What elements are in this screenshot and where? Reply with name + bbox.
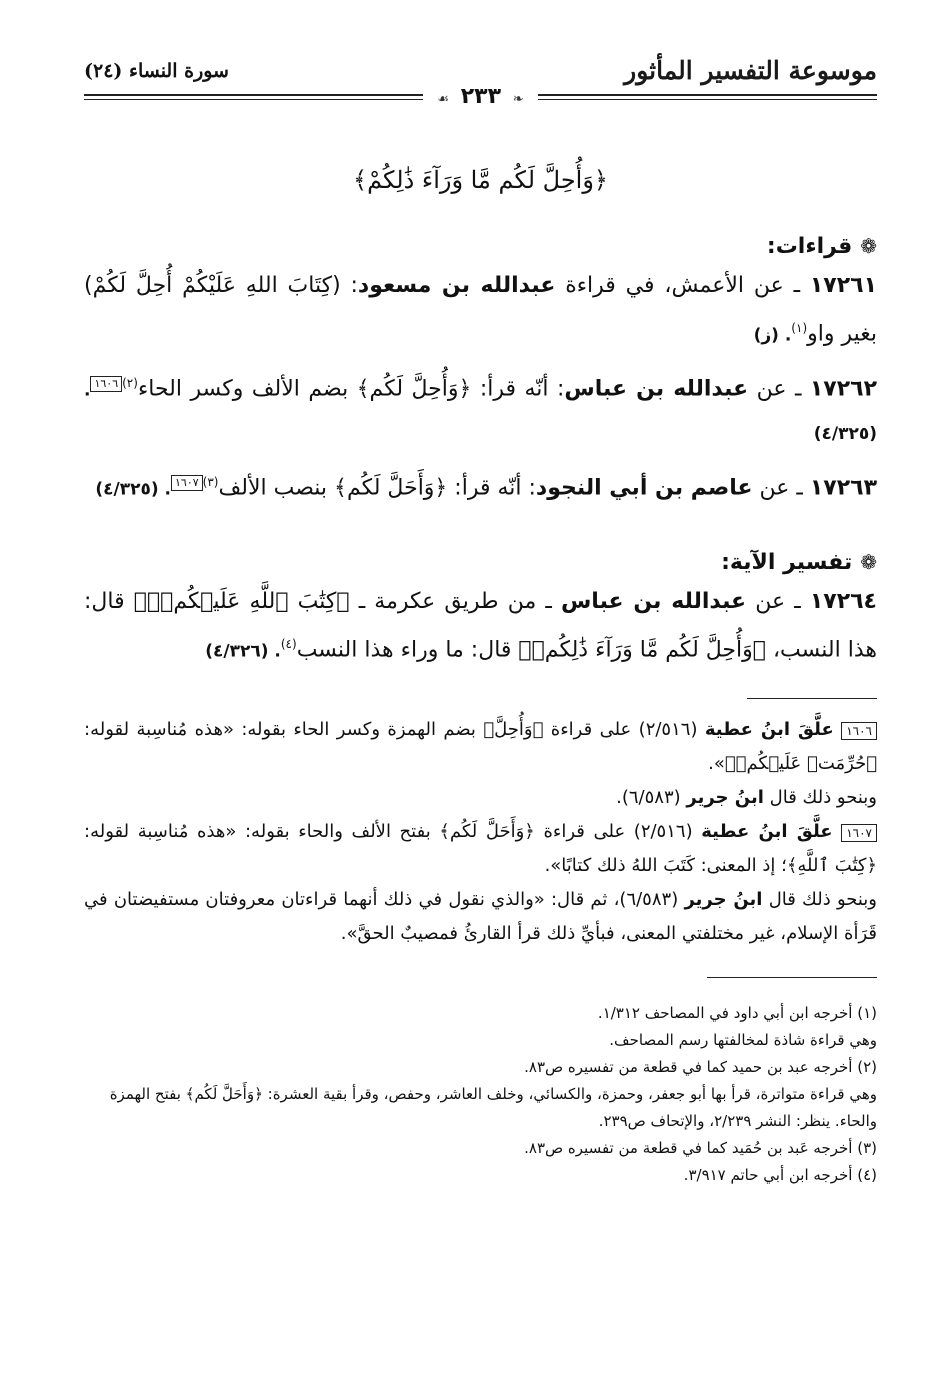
comment-number-box: ١٦٠٧ [171,475,203,491]
footnote-marker: (١) [791,321,808,335]
follow-text: (٦/٥٨٣). [616,787,681,809]
verse-heading: ﴿وَأُحِلَّ لَكُم مَّا وَرَآءَ ذَٰلِكُمْ﴾ [353,166,608,194]
narrator-name: عبدالله بن مسعود [357,273,556,298]
section-title-readings [84,234,877,259]
entry-prefix: ـ عن الأعمش، في قراءة [565,273,801,298]
reading-entry [84,362,877,454]
entry-body: : (كِتَابَ اللهِ عَلَيْكُمْ أُحِلَّ لَكُمْ) بغير واو [84,273,877,347]
flower-ornament-icon: ❁ [860,234,877,258]
commentator: ابنُ جرير [684,889,763,911]
comment-number-box: ١٦٠٦ [841,722,877,740]
note-text: (٢/٥١٦) على قراءة ﴿وَأَحَلَّ لَكُم﴾ بفتح الألف والحاء بقوله: «هذه مُناسِبة لقوله: ﴿كِتَٰبَ ٱللَّهِ﴾؛ إذ المعنى: كَتَبَ اللهُ ذلك كتابًا». [84,821,877,877]
entry-number: ١٧٢٦٣ [809,474,877,500]
footnotes-separator [707,977,877,978]
follow-prefix: وبنحو ذلك قال [768,889,877,911]
section-title-text: تفسير الآية: [721,549,853,575]
follow-text: (٦/٥٨٣)، ثم قال: «والذي نقول في ذلك أنهما قراءتان معروفتان مستفيضتان في قَرَأة الإسلام، غير مختلفتي المعنى، فبأيِّ ذلك قرأ القارئُ فمصيبٌ الحقَّ». [84,889,877,945]
ornament-icon: ☙ [437,92,450,107]
reading-entry [84,461,877,510]
narrator-name: عبدالله بن عباس [560,588,747,614]
entry-body: : أنّه قرأ: ﴿وَأُحِلَّ لَكُم﴾ بضم الألف وكسر الحاء [137,376,565,402]
entry-body: ـ من طريق عكرمة ـ ﴿كِتَٰبَ ٱللَّهِ عَلَيۡكُمۡۚ﴾ قال: هذا النسب، ﴿وَأُحِلَّ لَكُم مَّا وَرَآءَ ذَٰلِكُمۡ﴾ قال: ما وراء هذا النسب [84,588,877,663]
reading-entry [84,265,877,356]
entry-reference: . (٤/٣٢٥) [84,380,877,444]
follow-prefix: وبنحو ذلك قال [769,787,877,809]
commentator: علَّقَ ابنُ عطية [704,719,834,741]
entry-body: : أنّه قرأ: ﴿وَأَحَلَّ لَكُم﴾ بنصب الألف [218,474,536,500]
entry-prefix: ـ عن [756,376,802,402]
page-header [84,40,877,109]
section-title-tafsir [84,550,877,575]
tafsir-entry [84,581,877,672]
entry-prefix: ـ عن [755,588,801,614]
page [84,40,877,1189]
footnotes [84,1000,877,1189]
comment-number-box: ١٦٠٧ [841,824,877,842]
footnote-marker: (٢) [122,376,138,391]
book-title: موسوعة التفسير المأثور [624,56,877,85]
commentary-notes [84,713,877,951]
commentary-follow [84,781,877,815]
footnote-marker: (٣) [202,474,219,489]
footnote: وهي قراءة متواترة، قرأ بها أبو جعفر، وحمزة، والكسائي، وخلف العاشر، وحفص، وقرأ بقية العشرة: ﴿وَأَحَلَّ لَكُم﴾ بفتح الهمزة والحاء. ينظر: النشر ٢/٢٣٩، والإتحاف ص٢٣٩. [109,1085,877,1131]
ornament-icon: ❧ [512,92,524,107]
commentator: ابنُ جرير [686,787,764,809]
entry-number: ١٧٢٦٤ [809,588,877,614]
entry-reference: . (ز) [753,325,792,346]
entry-reference: . (٤/٣٢٥) [95,478,172,499]
commentary-note [84,815,877,883]
surah-title: سورة النساء (٢٤) [84,60,229,82]
entry-prefix: ـ عن [759,474,803,500]
footnote: (٤) أخرجه ابن أبي حاتم ٣/٩١٧. [683,1166,877,1185]
comment-number-box: ١٦٠٦ [90,376,122,392]
commentary-note [84,713,877,781]
footnote: (١) أخرجه ابن أبي داود في المصاحف ١/٣١٢. [597,1004,877,1023]
footnote: (٣) أخرجه عَبد بن حُمَيد كما في قطعة من تفسيره ص٨٣. [524,1139,877,1158]
notes-separator [747,698,877,699]
footnote: (٢) أخرجه عبد بن حميد كما في قطعة من تفسيره ص٨٣. [524,1058,877,1077]
note-text: (٢/٥١٦) على قراءة ﴿وَأُحِلَّ﴾ بضم الهمزة وكسر الحاء بقوله: «هذه مُناسِبة لقوله: ﴿حُرِّمَتۡ عَلَيۡكُمۡ﴾». [84,719,877,775]
entry-number: ١٧٢٦٢ [809,376,878,402]
commentator: علَّقَ ابنُ عطية [701,821,833,843]
footnote: وهي قراءة شاذة لمخالفتها رسم المصاحف. [609,1031,877,1050]
flower-ornament-icon: ❁ [860,549,877,574]
narrator-name: عاصم بن أبي النجود [535,474,753,500]
narrator-name: عبدالله بن عباس [564,376,749,402]
page-number-block [423,84,537,109]
entry-reference: . (٤/٣٢٦) [205,641,281,662]
section-title-text: قراءات: [766,234,853,259]
commentary-follow [84,883,877,951]
page-number: ٢٣٣ [460,84,502,109]
entry-number: ١٧٢٦١ [809,273,877,298]
footnote-marker: (٤) [280,636,297,651]
